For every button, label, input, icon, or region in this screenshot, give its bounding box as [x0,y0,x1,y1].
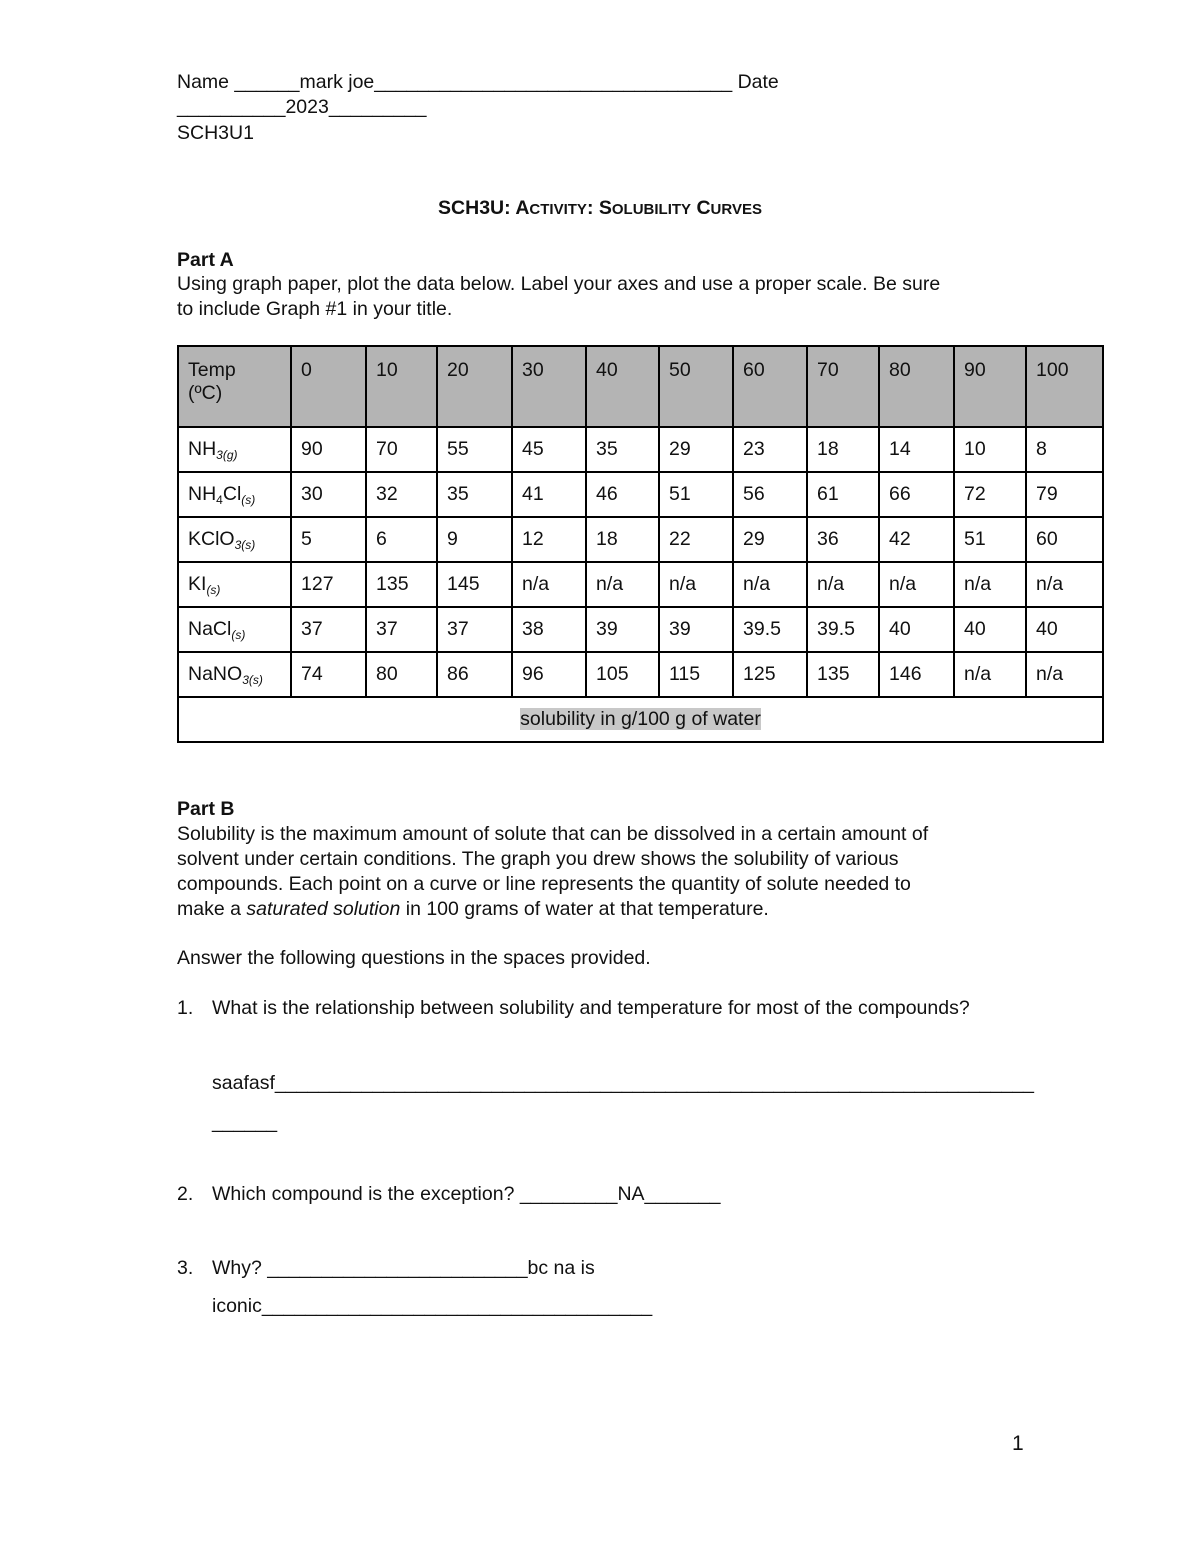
part-a-text-2: to include Graph #1 in your title. [177,298,453,320]
value-cell: n/a [807,562,879,607]
value-cell: 8 [1026,427,1103,472]
value-cell: 14 [879,427,954,472]
question-3-answer[interactable]: iconic____________________________________ [212,1295,653,1317]
header-cell-temp-value: 90 [954,346,1026,427]
table-footer-row [178,697,1103,742]
table-row [178,427,1103,472]
value-cell: 115 [659,652,733,697]
compound-cell: NaCl$_{(s)}$ [178,607,291,652]
page-number: 1 [1012,1432,1024,1455]
value-cell: 18 [586,517,659,562]
value-cell: 38 [512,607,586,652]
header-cell-temp-value: 0 [291,346,366,427]
instructions: Answer the following questions in the spaces provided. [177,947,651,969]
header-cell-temp-value: 30 [512,346,586,427]
value-cell: 41 [512,472,586,517]
value-cell: 35 [437,472,512,517]
value-cell: 22 [659,517,733,562]
value-cell: 135 [807,652,879,697]
question-3-text[interactable]: Why? ________________________bc na is [212,1257,595,1279]
question-number: 3. [177,1257,194,1279]
value-cell: 125 [733,652,807,697]
value-cell: 18 [807,427,879,472]
value-cell: 12 [512,517,586,562]
value-cell: n/a [586,562,659,607]
value-cell: 35 [586,427,659,472]
value-cell: 90 [291,427,366,472]
value-cell: 105 [586,652,659,697]
value-cell: 29 [659,427,733,472]
value-cell: 56 [733,472,807,517]
date-line: __________2023_________ [177,96,427,118]
header-cell-temp-value: 80 [879,346,954,427]
table-row [178,517,1103,562]
value-cell: n/a [1026,562,1103,607]
table-row [178,652,1103,697]
value-cell: 46 [586,472,659,517]
compound-cell: NaNO$_{3(s)}$ [178,652,291,697]
value-cell: 74 [291,652,366,697]
solubility-table [177,345,1104,743]
header-cell-temp-value: 10 [366,346,437,427]
question-1-text: What is the relationship between solubility and temperature for most of the compounds? [212,997,970,1019]
page-title: SCH3U: ACTIVITY: SOLUBILITY CURVES [438,197,762,219]
question-1-answer-cont[interactable]: ______ [212,1111,278,1133]
compound-cell: $KI_{(s)}$ [178,562,291,607]
value-cell: n/a [879,562,954,607]
value-cell: 23 [733,427,807,472]
part-b-text-3: compounds. Each point on a curve or line represents the quantity of solute needed to [177,873,911,895]
compound-cell: KClO$_{3(s)}$ [178,517,291,562]
value-cell: 6 [366,517,437,562]
value-cell: 51 [954,517,1026,562]
compound-cell: $NH_{3(g)}$ [178,427,291,472]
part-b-text-1: Solubility is the maximum amount of solute that can be dissolved in a certain amount of [177,823,929,845]
value-cell: 66 [879,472,954,517]
value-cell: n/a [512,562,586,607]
question-number: 2. [177,1183,194,1205]
value-cell: 145 [437,562,512,607]
value-cell: 146 [879,652,954,697]
value-cell: 55 [437,427,512,472]
value-cell: 40 [879,607,954,652]
course-code: SCH3U1 [177,122,254,144]
value-cell: n/a [954,652,1026,697]
header-cell-temp-value: 100 [1026,346,1103,427]
header-cell-temp-value: 20 [437,346,512,427]
value-cell: 29 [733,517,807,562]
value-cell: 96 [512,652,586,697]
table-row [178,472,1103,517]
value-cell: n/a [733,562,807,607]
value-cell: 51 [659,472,733,517]
value-cell: 127 [291,562,366,607]
table-row [178,607,1103,652]
value-cell: 86 [437,652,512,697]
header-cell-temp-value: 40 [586,346,659,427]
value-cell: 39.5 [733,607,807,652]
value-cell: 37 [291,607,366,652]
value-cell: 60 [1026,517,1103,562]
question-2-text[interactable]: Which compound is the exception? _________NA_______ [212,1183,721,1205]
part-a-text-1: Using graph paper, plot the data below. Label your axes and use a proper scale. Be sure [177,273,941,295]
value-cell: 39.5 [807,607,879,652]
question-1-answer[interactable]: saafasf______________________________________________________________________ [212,1072,1035,1094]
part-b-heading: Part B [177,798,235,820]
value-cell: 37 [437,607,512,652]
value-cell: 10 [954,427,1026,472]
value-cell: 40 [954,607,1026,652]
value-cell: 80 [366,652,437,697]
value-cell: 45 [512,427,586,472]
compound-cell: $NH_4Cl_{(s)}$ [178,472,291,517]
header-cell-temp-value: 50 [659,346,733,427]
header-cell-temp: Temp (ºC) [178,346,291,427]
value-cell: 5 [291,517,366,562]
header-cell-temp-value: 70 [807,346,879,427]
part-b-text-2: solvent under certain conditions. The graph you drew shows the solubility of various [177,848,899,870]
value-cell: 72 [954,472,1026,517]
part-b-text-4: make a saturated solution in 100 grams of water at that temperature. [177,898,769,920]
value-cell: 70 [366,427,437,472]
value-cell: 135 [366,562,437,607]
table-header-row [178,346,1103,427]
value-cell: n/a [954,562,1026,607]
value-cell: 39 [586,607,659,652]
value-cell: 40 [1026,607,1103,652]
table-row [178,562,1103,607]
value-cell: 30 [291,472,366,517]
value-cell: n/a [659,562,733,607]
value-cell: 37 [366,607,437,652]
value-cell: 42 [879,517,954,562]
units-cell [178,697,1103,742]
question-number: 1. [177,997,194,1019]
name-date-line: Name ______mark joe_________________________________ Date [177,71,779,93]
value-cell: 9 [437,517,512,562]
value-cell: 32 [366,472,437,517]
value-cell: n/a [1026,652,1103,697]
value-cell: 79 [1026,472,1103,517]
units-label: solubility in g/100 g of water [520,708,761,730]
value-cell: 61 [807,472,879,517]
value-cell: 36 [807,517,879,562]
part-a-heading: Part A [177,249,234,271]
header-cell-temp-value: 60 [733,346,807,427]
value-cell: 39 [659,607,733,652]
